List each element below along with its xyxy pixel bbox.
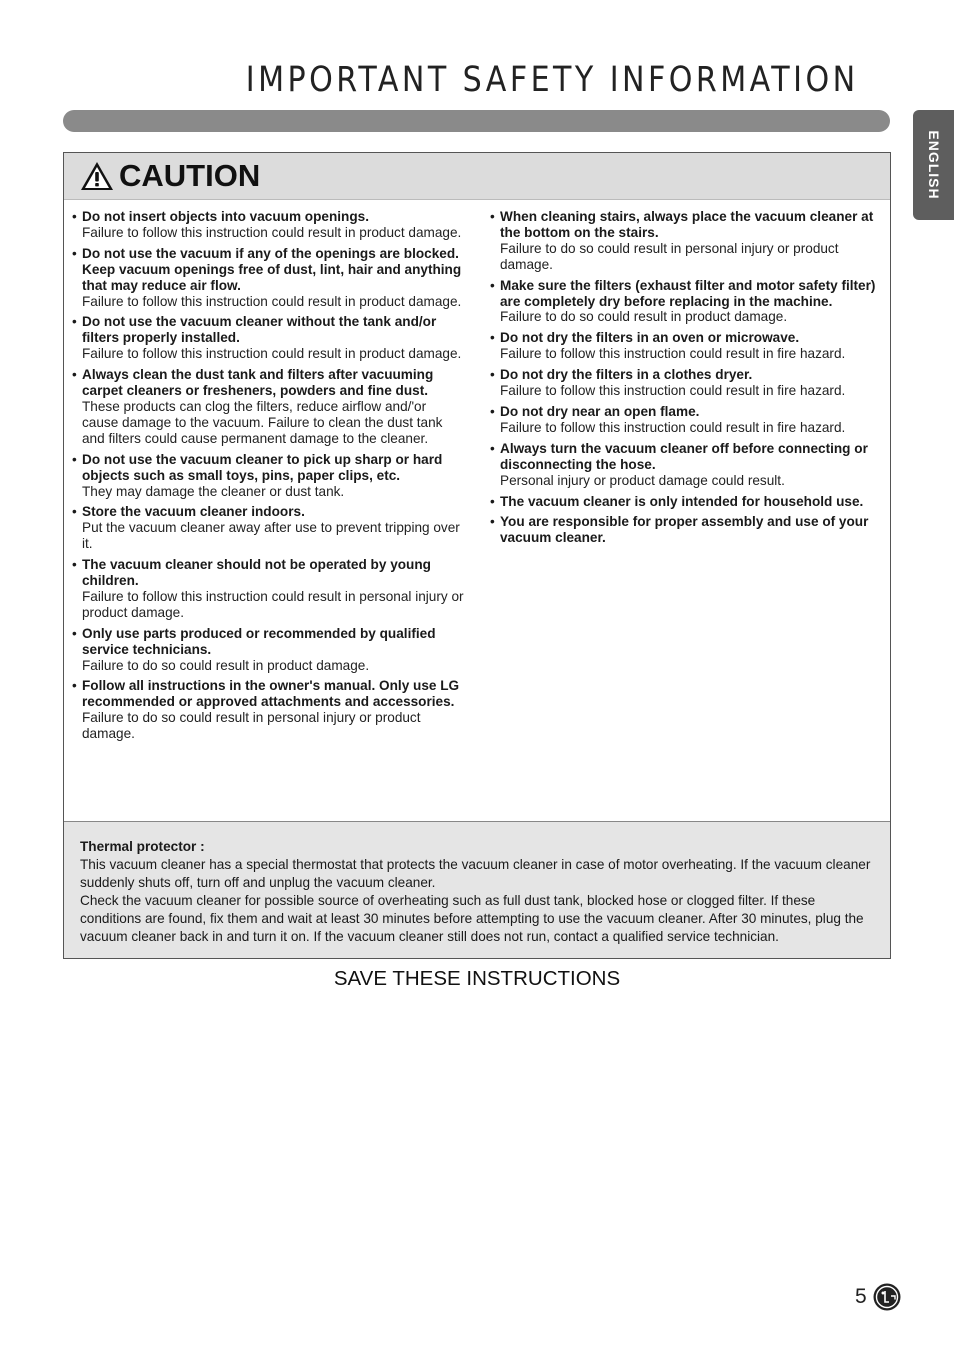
caution-item-heading: The vacuum cleaner should not be operated by young children.: [82, 557, 431, 589]
caution-item-description: Failure to follow this instruction could result in product damage.: [82, 293, 462, 309]
caution-header: [64, 153, 890, 200]
page-number: 5: [855, 1285, 867, 1308]
caution-item-heading: Always turn the vacuum cleaner off before connecting or disconnecting the hose.: [500, 440, 868, 472]
caution-item: [71, 314, 466, 362]
language-tab-label: ENGLISH: [925, 130, 942, 200]
caution-item-heading: Do not use the vacuum cleaner to pick up sharp or hard objects such as small toys, pins, paper clips, etc.: [82, 451, 443, 483]
bullet: •: [490, 403, 495, 419]
language-tab: [913, 110, 954, 220]
caution-title: CAUTION: [119, 158, 261, 193]
caution-column-left: [71, 209, 466, 747]
page-title: IMPORTANT SAFETY INFORMATION: [246, 60, 859, 100]
lg-logo-icon: [873, 1283, 901, 1311]
bullet: •: [490, 493, 495, 509]
caution-item-description: Personal injury or product damage could result.: [500, 472, 785, 488]
caution-item-heading: Do not dry near an open flame.: [500, 403, 700, 419]
caution-item-heading: Only use parts produced or recommended by qualified service technicians.: [82, 625, 436, 657]
save-instructions-text: SAVE THESE INSTRUCTIONS: [333, 967, 621, 990]
caution-item-description: Failure to do so could result in personal injury or product damage.: [500, 240, 839, 272]
caution-item: [489, 441, 882, 489]
caution-item-heading: Always clean the dust tank and filters after vacuuming carpet cleaners or fresheners, powders and fine dust.: [82, 367, 434, 399]
caution-item: [71, 367, 466, 447]
caution-item-heading: Do not use the vacuum if any of the openings are blocked. Keep vacuum openings free of dust, lint, hair and anything that may reduce air flow.: [82, 245, 462, 293]
caution-item-description: Failure to follow this instruction could result in fire hazard.: [500, 383, 846, 399]
caution-item-heading: Store the vacuum cleaner indoors.: [82, 504, 305, 520]
caution-column-right: [489, 209, 882, 747]
caution-item-description: Failure to follow this instruction could result in fire hazard.: [500, 419, 846, 435]
caution-item-heading: The vacuum cleaner is only intended for household use.: [500, 493, 864, 509]
caution-item: [71, 504, 466, 552]
bullet: •: [490, 440, 495, 456]
caution-item-heading: Follow all instructions in the owner's manual. Only use LG recommended or approved attachments and accessories.: [82, 678, 460, 710]
caution-box: [63, 152, 891, 959]
thermal-protector-paragraph: Check the vacuum cleaner for possible source of overheating such as full dust tank, blocked hose or clogged filter. If these conditions are found, fix them and wait at least 30 minutes before attempting to use the vacuum cleaner. After 30 minutes, plug the vacuum cleaner back in and turn it on. If the vacuum cleaner still does not run, contact a qualified service technician.: [80, 893, 864, 944]
caution-item: [71, 678, 466, 742]
caution-item-description: Put the vacuum cleaner away after use to prevent tripping over it.: [82, 520, 460, 552]
warning-triangle-icon: [80, 161, 114, 191]
bullet: •: [72, 451, 77, 467]
caution-item-heading: Make sure the filters (exhaust filter and motor safety filter) are completely dry before replacing in the machine.: [500, 277, 876, 309]
thermal-protector-title: Thermal protector :: [80, 839, 205, 854]
caution-item-description: They may damage the cleaner or dust tank.: [82, 483, 345, 499]
caution-item: [71, 626, 466, 674]
bullet: •: [490, 367, 495, 383]
caution-item: [489, 330, 882, 362]
caution-item-description: Failure to follow this instruction could result in fire hazard.: [500, 346, 846, 362]
caution-item-description: Failure to follow this instruction could result in personal injury or product damage.: [82, 588, 464, 620]
caution-item: [489, 404, 882, 436]
caution-item-description: Failure to follow this instruction could result in product damage.: [82, 224, 462, 240]
bullet: •: [72, 314, 77, 330]
caution-item: [489, 209, 882, 273]
bullet: •: [72, 678, 77, 694]
caution-item: [489, 514, 882, 546]
caution-item-heading: Do not use the vacuum cleaner without the tank and/or filters properly installed.: [82, 314, 437, 346]
caution-item-heading: You are responsible for proper assembly and use of your vacuum cleaner.: [500, 514, 869, 546]
header-bar: [63, 110, 890, 132]
bullet: •: [72, 367, 77, 383]
caution-item: [71, 246, 466, 310]
caution-item-heading: Do not dry the filters in a clothes dryer.: [500, 367, 753, 383]
caution-item-description: Failure to do so could result in personal injury or product damage.: [82, 710, 421, 742]
bullet: •: [490, 209, 495, 224]
bullet: •: [72, 557, 77, 573]
bullet: •: [72, 209, 77, 224]
thermal-protector-panel: [64, 821, 890, 958]
bullet: •: [490, 277, 495, 293]
caution-item: [489, 494, 882, 510]
caution-item: [71, 452, 466, 500]
caution-item: [489, 278, 882, 326]
caution-item: [71, 209, 466, 241]
caution-item: [489, 367, 882, 399]
caution-item-description: Failure to do so could result in product damage.: [500, 309, 788, 325]
caution-item-description: Failure to do so could result in product damage.: [82, 657, 370, 673]
bullet: •: [490, 514, 495, 530]
bullet: •: [72, 625, 77, 641]
caution-item-heading: Do not dry the filters in an oven or microwave.: [500, 330, 800, 346]
caution-item-description: These products can clog the filters, reduce airflow and/'or cause damage to the vacuum. Failure to clean the dust tank and filters could cause permanent damage to the cleaner.: [82, 398, 443, 446]
caution-item: [71, 557, 466, 621]
caution-item-heading: Do not insert objects into vacuum openings.: [82, 209, 370, 224]
caution-columns: [71, 209, 882, 747]
thermal-protector-paragraph: This vacuum cleaner has a special thermostat that protects the vacuum cleaner in case of motor overheating. If the vacuum cleaner suddenly shuts off, turn off and unplug the vacuum cleaner.: [80, 857, 871, 890]
bullet: •: [72, 504, 77, 520]
bullet: •: [490, 330, 495, 346]
caution-item-description: Failure to follow this instruction could result in product damage.: [82, 346, 462, 362]
caution-item-heading: When cleaning stairs, always place the vacuum cleaner at the bottom on the stairs.: [500, 209, 874, 240]
bullet: •: [72, 245, 77, 261]
